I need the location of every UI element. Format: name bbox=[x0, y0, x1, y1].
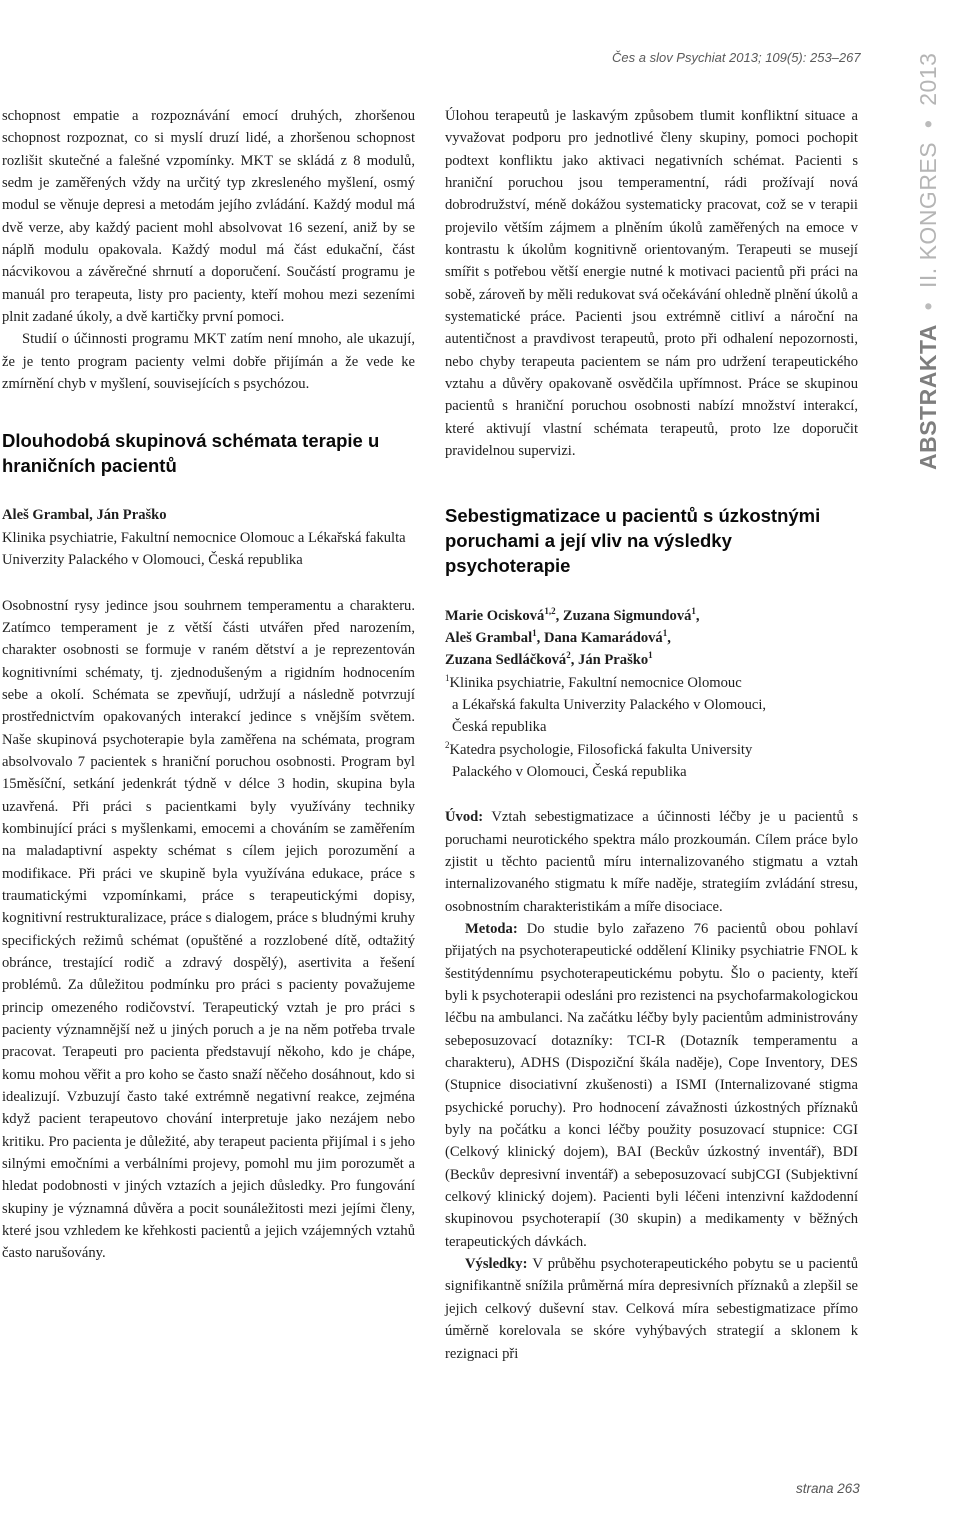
banner-separator: • bbox=[915, 294, 941, 318]
continued-paragraph: schopnost empatie a rozpoznávání emocí druhých, zhoršenou schopnost rozpoznat, co si myslí druzí lidé, a zhoršenou schopnost rozlišit skutečné a falešné vzpomínky. MKT se skládá z 8 modulů, sedm je zaměřených vždy na určitý typ zkresleného myšlení, osmý modul se věnuje depresi a metodám jejího zvládání. Každý modul má dvě verze, aby každý pacient mohl absolvovat 16 sezení, aniž by se náplň modulu opakovala. Každý modul má část edukační, část nácvikovou a závěrečné shrnutí a doporučení. Součástí programu je manuál pro terapeuta, listy pro pacienty, kteří mohou mezi sezeními plnit zadané úkoly, a dvě kartičky první pomoci. bbox=[2, 108, 415, 326]
author: Zuzana Sedláčková bbox=[445, 652, 567, 669]
banner-kongres: II. KONGRES bbox=[915, 141, 941, 288]
right-column bbox=[445, 105, 858, 1365]
left-column bbox=[2, 105, 415, 1265]
abstract-body: Osobnostní rysy jedince jsou souhrnem temperamentu a charakteru. Zatímco temperament je z větší části utvářen před narozením, charakter osobnosti se formuje v raném dětství a je reprezentován kognitivními schématy, tj. zjednodušeným a rigidním hodnocením sebe a okolí. Schémata se zpevňují, udržují a následně potvrzují prostřednictvím opakovaných interakcí jedince s vnějším světem. Naše skupinová psychoterapie byla zaměřena na schémata, program absolvovalo 7 pacientek s hraniční poruchou osobnosti. Program byl 15měsíční, setkání jedenkrát týdně v délce 3 hodin, skupina byla uzavřená. Při práci s pacientkami byly využívány techniky kombinující práci s myšlenkami, emocemi a chováním se zaměřením na maladaptivní aspekty schémat s cílem jejich porozumění a modifikace. Při práci ve skupině byla využívána edukace, práce s traumatickými vzpomínkami, práce s terapeutickými dopisy, kognitivní restrukturalizace, práce s dialogem, práce s bludnými kruhy specifických režimů schémat (opuštěné a rozzlobené dítě, odtažitý obránce, trestající rodič a zdravý dospělý), asertivita a řešení problémů. Za důležitou podmínku pro práci s pacienty považujeme princip omezeného rodičovství. Terapeutický vztah je pro práci s pacienty významnější než u jiných poruch a je na něm potřeba trvale pracovat. Terapeuti pro pacienta představují někoho, kdo je chápe, komu mohou věřit a pro koho se často snaží něčeho dosáhnout, kdo si idealizují. Vzbuzují často také extrémně negativní reakce, zejména když pacient terapeutovo chování interpretuje jako nezájem nebo kritiku. Pro pacienta je důležité, aby terapeut pacienta přijímal i s jeho silnými emočními a verbálními projevy, pomohl mu jim porozumět a hledat podobnosti v jiných vztazích a jejich důsledky. Pro fungování skupiny je významná důvěra a pocit sounáležitosti mezi jejími členy, které jsou vzhledem ke křehkosti pacientů a jejich vzájemných vztahů často narušovány. bbox=[2, 597, 415, 1262]
abstract-affiliation: Klinika psychiatrie, Fakultní nemocnice Olomouc a Lékařská fakulta Univerzity Palackého v Olomouci, Česká republika bbox=[2, 529, 406, 569]
abstract-methods: Metoda: Do studie bylo zařazeno 76 pacientů obou pohlaví přijatých na psychoterapeutické oddělení Kliniky psychiatrie FNOL k šestitýdennímu psychoterapeutickému pobytu. Šlo o pacienty, kteří byli k psychoterapii odesláni pro rezistenci na psychofarmakologickou léčbu na ambulanci. Na začátku léčby byly pacientům administrovány sebeposuzovací dotazníky: TCI-R (Dotazník temperamentu a charakteru), ADHS (Dispoziční škála naděje), Cope Inventory, DES (Stupnice disociativní zkušenosti) a ISMI (Internalizované stigma psychické poruchy). Pro hodnocení závažnosti úzkostných příznaků byly na počátku a konci léčby použity posuzovací stupnice: CGI (Celkový klinický dojem), BAI (Beckův úzkostný inventář), BDI (Beckův depresivní inventář) a sebeposuzovací subjCGI (Subjektivní celkový klinický dojem). Pacienti byli léčeni intenzivní každodenní skupinovou psychoterapií (30 skupin) a medikamenty v běžných terapeutických dávkách. bbox=[445, 920, 858, 1250]
author: , Zuzana Sigmundová bbox=[555, 607, 692, 624]
abstract-title: Sebestigmatizace u pacientů s úzkostnými poruchami a její vliv na výsledky psychoterapie bbox=[445, 504, 821, 576]
author: Aleš Grambal bbox=[445, 629, 533, 646]
author: , Dana Kamarádová bbox=[536, 629, 663, 646]
abstract-affiliation: $^1$Klinika psychiatrie, Fakultní nemocnice Olomouc a Lékařská fakulta Univerzity Palackého v Olomouci, Česká republika $^2$Katedra psychologie, Filosofická fakulta University Palackého v Olomouci, Česká republika bbox=[445, 672, 767, 780]
journal-citation: Čes a slov Psychiat 2013; 109(5): 253–267 bbox=[612, 50, 861, 65]
abstract-title: Dlouhodobá skupinová schémata terapie u hraničních pacientů bbox=[2, 430, 380, 477]
abstract-authors: Marie Ocisková$^{1,2}$, Zuzana Sigmundová$^1$, Aleš Grambal$^1$, Dana Kamarádová$^1$, Zuzana Sedláčková$^2$, Ján Praško$^1$ bbox=[445, 605, 700, 669]
abstract-intro: Úvod: Vztah sebestigmatizace a účinnosti léčby je u pacientů s poruchami neurotického spektra málo prozkoumán. Cílem práce bylo zjistit u těchto pacientů míru internalizovaného stigmatu a vztah internalizovaného stigmatu k míře naděje, strategiím zvládání stresu, osobnostním charakteristikám a míře disociace. bbox=[445, 809, 858, 915]
banner-year: 2013 bbox=[915, 52, 941, 106]
abstract-authors: Aleš Grambal, Ján Praško bbox=[2, 507, 167, 524]
section-label: Výsledky: bbox=[465, 1256, 528, 1273]
author: Marie Ocisková bbox=[445, 607, 545, 624]
section-label: Metoda: bbox=[465, 920, 518, 937]
banner-separator: • bbox=[915, 112, 941, 135]
paragraph: Studií o účinnosti programu MKT zatím není mnoho, ale ukazují, že je tento program pacienty velmi dobře přijímán a že vede ke zmírnění chyb v myšlení, souvisejících s psychózou. bbox=[2, 331, 415, 393]
continued-paragraph: Úlohou terapeutů je laskavým způsobem tlumit konfliktní situace a vyvažovat podporu pro jednotlivé členy skupiny, pomoci pochopit podtext konfliktu jako aktivaci negativních schémat. Pacienti s hraniční poruchou jsou temperamentní, rádi prožívají nová dobrodružství, méně dokážou systematicky pracovat, což se v terapii projevilo větším zájmem a plněním úkolů zaměřených na emoce v kontrastu k úkolům kognitivně orientovaným. Terapeuti se musejí smířit s potřebou větší energie nutné k motivaci pacientů při práci na sobě, zároveň by měli redukovat svá očekávání ohledně plnění úkolů a systematické práce. Pacienti jsou extrémně citliví a nároční na autentičnost a pravdivost terapeutů, proto při odhalení nepozornosti, nebo chyby terapeuta pacientem se nám pro udržení terapeutického vztahu a důvěry opakovaně osvědčila upřímnost. Práce se skupinou pacientů s hraniční poruchou osobnosti nabízí množství interakcí, které aktivují vlastní schémata terapeutů, proto lze doporučit pravidelnou supervizi. bbox=[445, 108, 858, 460]
page-number: strana 263 bbox=[796, 1481, 860, 1496]
section-label: Úvod: bbox=[445, 809, 484, 826]
abstract-results: Výsledky: V průběhu psychoterapeutického pobytu se u pacientů signifikantně snížila průměrná míra depresivních příznaků a zlepšil se jejich celkový duševní stav. Celková míra sebestigmatizace přímo úměrně korelovala se skóre vyhýbavých strategií a sklonem k rezignaci při bbox=[445, 1256, 858, 1362]
author: , Ján Praško bbox=[570, 652, 649, 669]
banner-abstrakta: ABSTRAKTA bbox=[915, 324, 941, 470]
